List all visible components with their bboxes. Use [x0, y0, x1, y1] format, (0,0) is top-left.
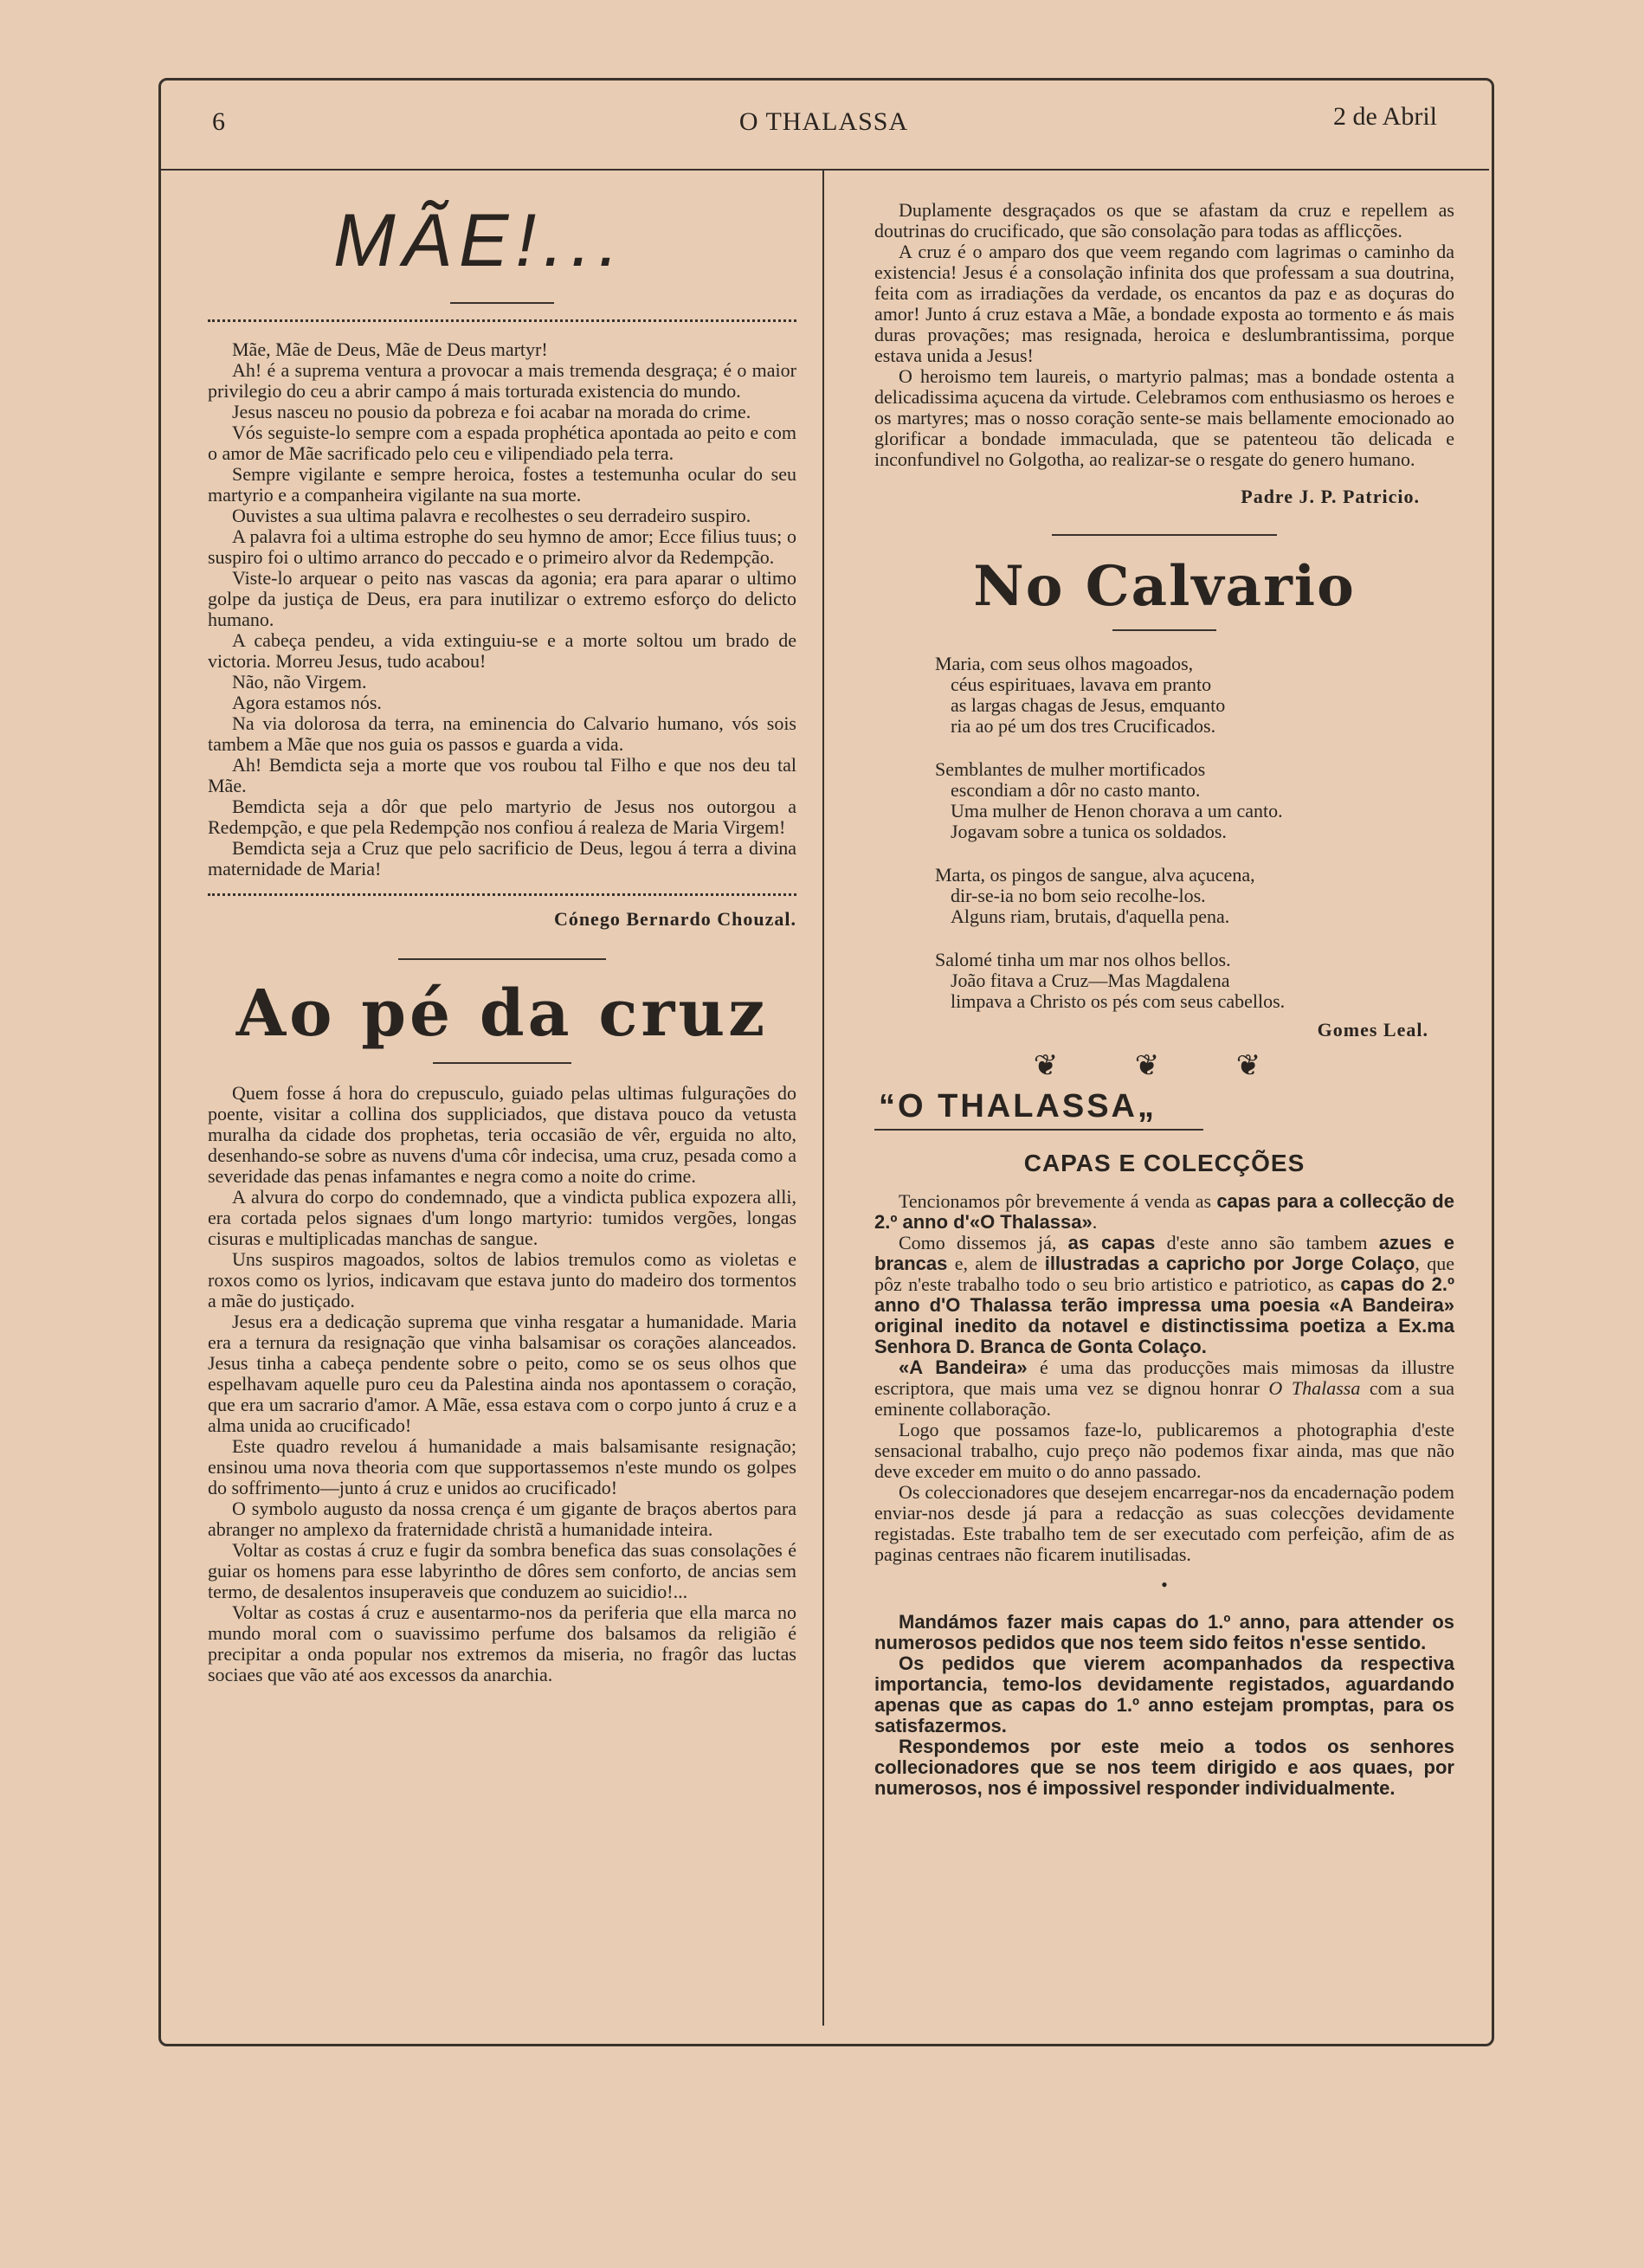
verse-line: dir-se-ia no bom seio recolhe-los.	[951, 885, 1206, 906]
article-body-continued	[874, 200, 1454, 470]
text-run-italic: O Thalassa	[1268, 1377, 1361, 1399]
right-column	[874, 169, 1454, 1799]
paragraph	[874, 1191, 1454, 1233]
poem-stanza	[935, 759, 1454, 842]
verse-line: Salomé tinha um mar nos olhos bellos.	[935, 949, 1231, 970]
paragraph: Quem fosse á hora do crepusculo, guiado pelas ultimas fulgurações do poente, visitar a collina dos suppliciados, que distava pouco da vetusta muralha da cidade dos prophetas, teria occasião de vêr, erguida no alto, desenhando-se sobre as nuvens d'uma côr indecisa, uma cruz, pesada como a severidade das penas infamantes e negra como a noite do crime.	[208, 1082, 796, 1187]
page-header	[158, 95, 1489, 171]
paragraph: Vós seguiste-lo sempre com a espada prophética apontada ao peito e com o amor de Mãe sacrificado pelo ceu e vilipendiado pela terra.	[208, 422, 796, 464]
text-run: com a sua eminente collaboração.	[874, 1377, 1455, 1420]
section-rule	[398, 958, 606, 960]
paragraph: Ouvistes a sua ultima palavra e recolhestes o seu derradeiro suspiro.	[232, 505, 751, 526]
poem-title-calvario: No Calvario	[973, 554, 1356, 619]
paragraph: Bemdicta seja a dôr que pelo martyrio de Jesus nos outorgou a Redempção, e que pela Redempção nos confiou á realeza de Maria Virgem!	[208, 796, 796, 838]
dotted-rule	[208, 893, 796, 896]
paragraph: Viste-lo arquear o peito nas vascas da agonia; era para aparar o ultimo golpe da justiça de Deus, era para inutilizar o extremo esforço do delicto humano.	[208, 567, 796, 630]
text-run: d'este anno são tambem	[1155, 1232, 1379, 1253]
column-divider	[822, 169, 824, 2026]
paragraph: Na via dolorosa da terra, na eminencia do Calvario humano, vós sois tambem a Mãe que nos guia os passos e guarda a vida.	[208, 712, 796, 755]
paragraph: O heroismo tem laureis, o martyrio palmas; mas a bondade ostenta a delicadissima açucena da virtude. Celebramos com enthusiasmo os heroes e os martyres; mas o nosso coração sente-se mais bellamente emocionado ao glorificar a bondade immaculada, que se patenteou tão delicada e inconfundivel no Golgotha, ao realizar-se o resgate do genero humano.	[874, 365, 1454, 470]
article-body-mae	[208, 339, 796, 879]
paragraph: Voltar as costas á cruz e ausentarmo-nos da periferia que ella marca no mundo moral com o suavissimo perfume dos balsamos da religião é precipitar a onda popular nos extremos da miseria, no fragôr das luctas sociaes que vão até aos excessos da anarchia.	[208, 1601, 796, 1685]
text-run: Tencionamos pôr brevemente á venda as	[899, 1190, 1217, 1212]
poem-stanza	[935, 654, 1454, 737]
paragraph: Uns suspiros magoados, soltos de labios tremulos como as violetas e roxos como os lyrios, indicavam que estava junto do madeiro dos tormentos a mãe do justiçado.	[208, 1248, 796, 1311]
page-number: 6	[212, 107, 225, 136]
section-rule	[1052, 534, 1277, 536]
text-run-bold: capas para a collecção de 2.º anno d'«O Thalassa»	[874, 1190, 1454, 1233]
paragraph: Jesus nasceu no pousio da pobreza e foi acabar na morada do crime.	[232, 401, 751, 422]
paragraph	[874, 1233, 1454, 1357]
text-run: Como dissemos já,	[899, 1232, 1068, 1253]
paragraph: Bemdicta seja a Cruz que pelo sacrificio de Deus, legou á terra a divina maternidade de Maria!	[208, 837, 796, 879]
text-run: , que pôz n'este trabalho todo o seu brio artistico e patriotico, as	[874, 1253, 1454, 1295]
paragraph: Mandámos fazer mais capas do 1.º anno, para attender os numerosos pedidos que nos teem sido feitos n'esse sentido.	[874, 1611, 1454, 1653]
text-run-bold: «A Bandeira»	[899, 1356, 1028, 1378]
dotted-rule	[208, 319, 796, 322]
section-subtitle: CAPAS E COLECÇÕES	[1023, 1150, 1306, 1176]
title-rule	[874, 1129, 1203, 1131]
paragraph: Voltar as costas á cruz e fugir da sombra benefica das suas consolações é guiar os homens para esse labyrintho de dôres sem conforto, de ancias sem termo, de desalentos insuperaveis que conduzem ao suicidio!...	[208, 1539, 796, 1602]
verse-line: Marta, os pingos de sangue, alva açucena,	[935, 864, 1255, 886]
paragraph: Os pedidos que vierem acompanhados da respectiva importancia, temo-los devidamente registados, aguardando apenas que as capas do 1.º anno estejam promptas, para os satisfazermos.	[874, 1653, 1454, 1736]
thalassa-body	[874, 1191, 1454, 1565]
text-run: é uma das producções mais mimosas da illustre escriptora, que mais uma vez se dignou honrar	[874, 1356, 1454, 1399]
paragraph: A cruz é o amparo dos que veem regando com lagrimas o caminho da existencia! Jesus é a consolação infinita dos que professam a sua doutrina, feita com as irradiações da verdade, os encantos da paz e as doçuras do amor! Junto á cruz estava a Mãe, a bondade exposta ao tormento e ás mais duras provações; mas resignada, heroica e deslumbrantissima, porque estava unida a Jesus!	[874, 241, 1454, 366]
verse-line: ria ao pé um dos tres Crucificados.	[951, 715, 1216, 737]
verse-line: Semblantes de mulher mortificados	[935, 758, 1206, 780]
verse-line: escondiam a dôr no casto manto.	[951, 779, 1201, 801]
article-body-cruz	[208, 1083, 796, 1685]
paragraph: Ah! Bemdicta seja a morte que vos roubou tal Filho e que nos deu tal Mãe.	[208, 754, 796, 796]
notice-block	[874, 1612, 1454, 1799]
verse-line: céus espirituaes, lavava em pranto	[951, 673, 1212, 695]
text-run-bold: illustradas a capricho por Jorge Colaço	[1044, 1253, 1415, 1274]
verse-line: as largas chagas de Jesus, emquanto	[951, 694, 1226, 716]
signature-chouzal: Cónego Bernardo Chouzal.	[553, 908, 796, 930]
paragraph: A alvura do corpo do condemnado, que a vindicta publica expozera alli, era cortada pelos signaes d'um longo martyrio: tumidos vergões, longas cisuras e multiplicadas manchas de sangue.	[208, 1186, 796, 1249]
paragraph: O symbolo augusto da nossa crença é um gigante de braços abertos para abranger no amplexo da fraternidade christã a humanidade inteira.	[208, 1498, 796, 1540]
paragraph: Mãe, Mãe de Deus, Mãe de Deus martyr!	[232, 338, 548, 360]
paragraph: A palavra foi a ultima estrophe do seu hymno de amor; Ecce filius tuus; o suspiro foi o ultimo arranco do peccado e o primeiro alvor da Redempção.	[208, 525, 796, 568]
text-run: .	[1092, 1211, 1098, 1233]
signature-leal: Gomes Leal.	[1317, 1019, 1428, 1041]
verse-line: Alguns riam, brutais, d'aquella pena.	[951, 905, 1230, 927]
bullet-separator: •	[1161, 1574, 1168, 1595]
verse-line: Jogavam sobre a tunica os soldados.	[951, 821, 1227, 842]
paragraph: Duplamente desgraçados os que se afastam da cruz e repellem as doutrinas do crucificado, que são consolação para todas as afflicções.	[874, 199, 1454, 242]
paragraph	[874, 1357, 1454, 1420]
paragraph: Não, não Virgem.	[232, 671, 367, 693]
text-run-bold: azues e brancas	[874, 1232, 1454, 1274]
text-run: e, alem de	[947, 1253, 1045, 1274]
paragraph: Agora estamos nós.	[232, 692, 382, 713]
left-column	[208, 169, 796, 1685]
article-title-cruz: Ao pé da cruz	[235, 976, 769, 1051]
title-rule	[433, 1062, 571, 1064]
section-title-thalassa: “O THALASSA„	[879, 1088, 1157, 1124]
poem-stanza	[935, 950, 1454, 1012]
paragraph: A cabeça pendeu, a vida extinguiu-se e a morte soltou um brado de victoria. Morreu Jesus, tudo acabou!	[208, 629, 796, 672]
ornament-divider: ❦ ❦ ❦	[1033, 1050, 1296, 1082]
issue-date: 2 de Abril	[1333, 102, 1437, 131]
verse-line: limpava a Christo os pés com seus cabellos.	[951, 990, 1286, 1012]
article-title-mae: MÃE!...	[333, 199, 626, 282]
signature-patricio: Padre J. P. Patricio.	[1241, 486, 1420, 507]
title-rule	[1112, 629, 1216, 631]
text-run-bold: as capas	[1067, 1232, 1156, 1253]
paragraph: Respondemos por este meio a todos os senhores collecionadores que se nos teem dirigido e aos quaes, por numerosos, nos é impossivel responder individualmente.	[874, 1736, 1454, 1799]
paragraph: Logo que possamos faze-lo, publicaremos a photographia d'este sensacional trabalho, cujo preço não podemos fixar ainda, mas que não deve exceder em muito o do anno passado.	[874, 1419, 1454, 1482]
verse-line: João fitava a Cruz—Mas Magdalena	[951, 970, 1230, 991]
verse-line: Maria, com seus olhos magoados,	[935, 653, 1194, 674]
paragraph: Este quadro revelou á humanidade a mais balsamisante resignação; ensinou uma nova theoria com que supportassemos n'este mundo os golpes do soffrimento—junto á cruz e unidos ao crucificado!	[208, 1435, 796, 1498]
poem-stanza	[935, 865, 1454, 927]
paragraph: Os coleccionadores que desejem encarregar-nos da encadernação podem enviar-nos desde já para a redacção as suas colecções devidamente registadas. Este trabalho tem de ser executado com perfeição, afim de as paginas centraes não ficarem inutilisadas.	[874, 1481, 1454, 1565]
text-run-bold: capas do 2.º anno d'O Thalassa terão impressa uma poesia «A Bandeira» original inedito da notavel e distinctissima poetiza a Ex.ma Senhora D. Branca de Gonta Colaço.	[874, 1273, 1454, 1357]
verse-line: Uma mulher de Henon chorava a um canto.	[951, 800, 1283, 822]
paragraph: Jesus era a dedicação suprema que vinha resgatar a humanidade. Maria era a ternura da resignação que vinha balsamisar os corações alanceados. Jesus tinha a cabeça pendente sobre o peito, como se os seus olhos que espelhavam aquelle puro ceu da Palestina ainda nos apontassem o coração, que era um sacrario d'amor. A Mãe, essa estava com o corpo junto á cruz e a alma unida ao crucificado!	[208, 1311, 796, 1436]
paragraph: Sempre vigilante e sempre heroica, fostes a testemunha ocular do seu martyrio e a companheira vigilante na sua morte.	[208, 463, 796, 506]
title-rule	[450, 302, 554, 304]
masthead-title: O THALASSA	[738, 107, 909, 136]
paragraph: Ah! é a suprema ventura a provocar a mais tremenda desgraça; é o maior privilegio do ceu a abrir campo á mais torturada existencia do mundo.	[208, 359, 796, 402]
